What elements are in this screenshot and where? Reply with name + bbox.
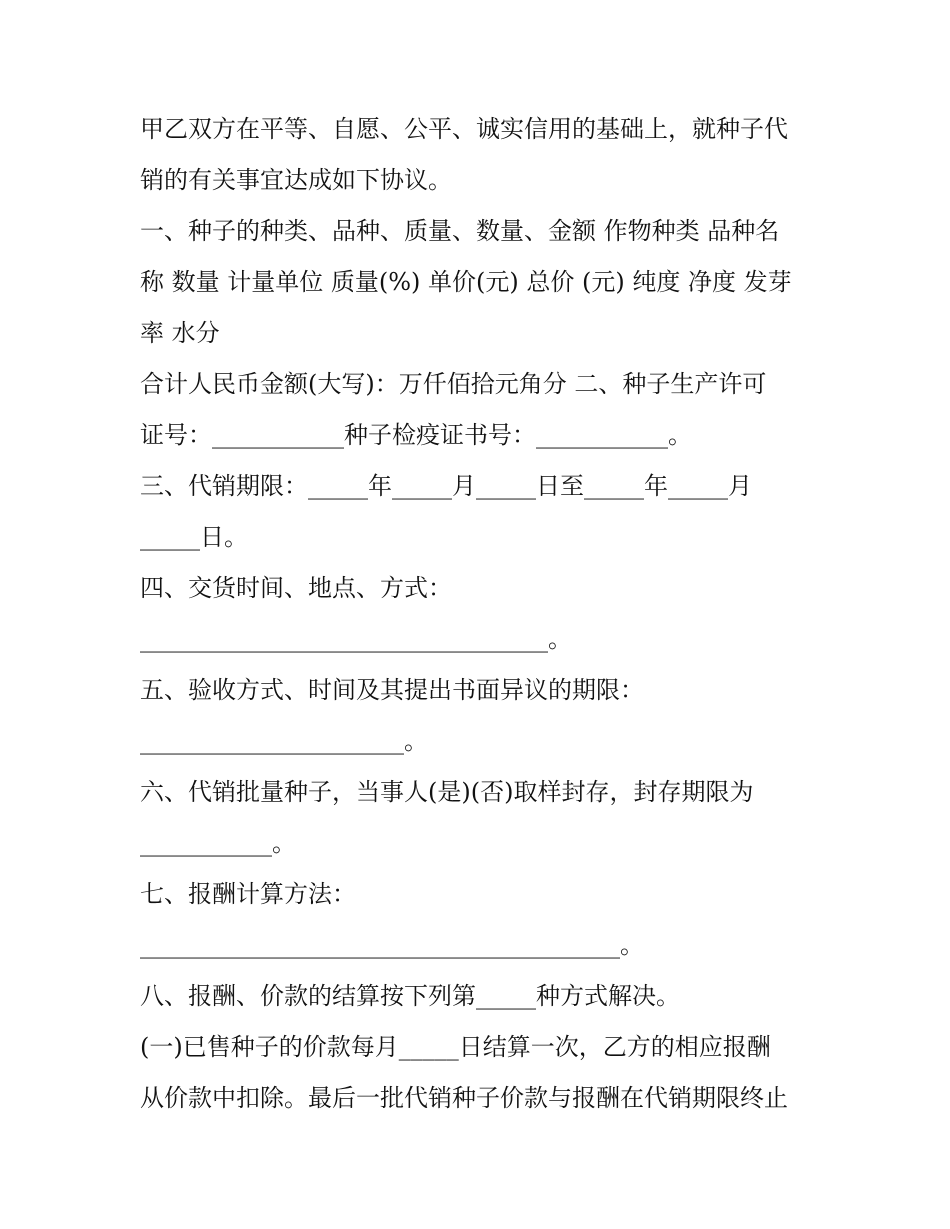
document-body bbox=[140, 104, 830, 1124]
text-line: 率 水分 bbox=[140, 319, 220, 347]
text-line: 七、报酬计算方法： bbox=[140, 880, 356, 908]
text-line: 三、代销期限：_____年_____月_____日至_____年_____月 bbox=[140, 472, 752, 500]
text-line: 六、代销批量种子，当事人(是)(否)取样封存，封存期限为 bbox=[140, 778, 754, 806]
text-line: (一)已售种子的价款每月_____日结算一次，乙方的相应报酬 bbox=[140, 1033, 771, 1061]
text-line: 合计人民币金额(大写)：万仟佰拾元角分 二、种子生产许可 bbox=[140, 370, 767, 398]
text-line: 证号：___________种子检疫证书号：___________。 bbox=[140, 421, 692, 449]
text-line: ___________。 bbox=[140, 829, 296, 857]
text-line: __________________________________。 bbox=[140, 625, 572, 653]
text-line: 一、种子的种类、品种、质量、数量、金额 作物种类 品种名 bbox=[140, 217, 780, 245]
text-line: ________________________________________。 bbox=[140, 931, 644, 959]
text-line: 甲乙双方在平等、自愿、公平、诚实信用的基础上，就种子代 bbox=[140, 115, 788, 143]
text-line: ______________________。 bbox=[140, 727, 428, 755]
text-line: 八、报酬、价款的结算按下列第_____种方式解决。 bbox=[140, 982, 680, 1010]
text-line: 称 数量 计量单位 质量(%) 单价(元) 总价 (元) 纯度 净度 发芽 bbox=[140, 268, 792, 296]
text-line: 四、交货时间、地点、方式： bbox=[140, 574, 452, 602]
text-line: 销的有关事宜达成如下协议。 bbox=[140, 166, 452, 194]
text-line: _____日。 bbox=[140, 523, 248, 551]
text-line: 五、验收方式、时间及其提出书面异议的期限： bbox=[140, 676, 644, 704]
text-line: 从价款中扣除。最后一批代销种子价款与报酬在代销期限终止 bbox=[140, 1084, 788, 1112]
